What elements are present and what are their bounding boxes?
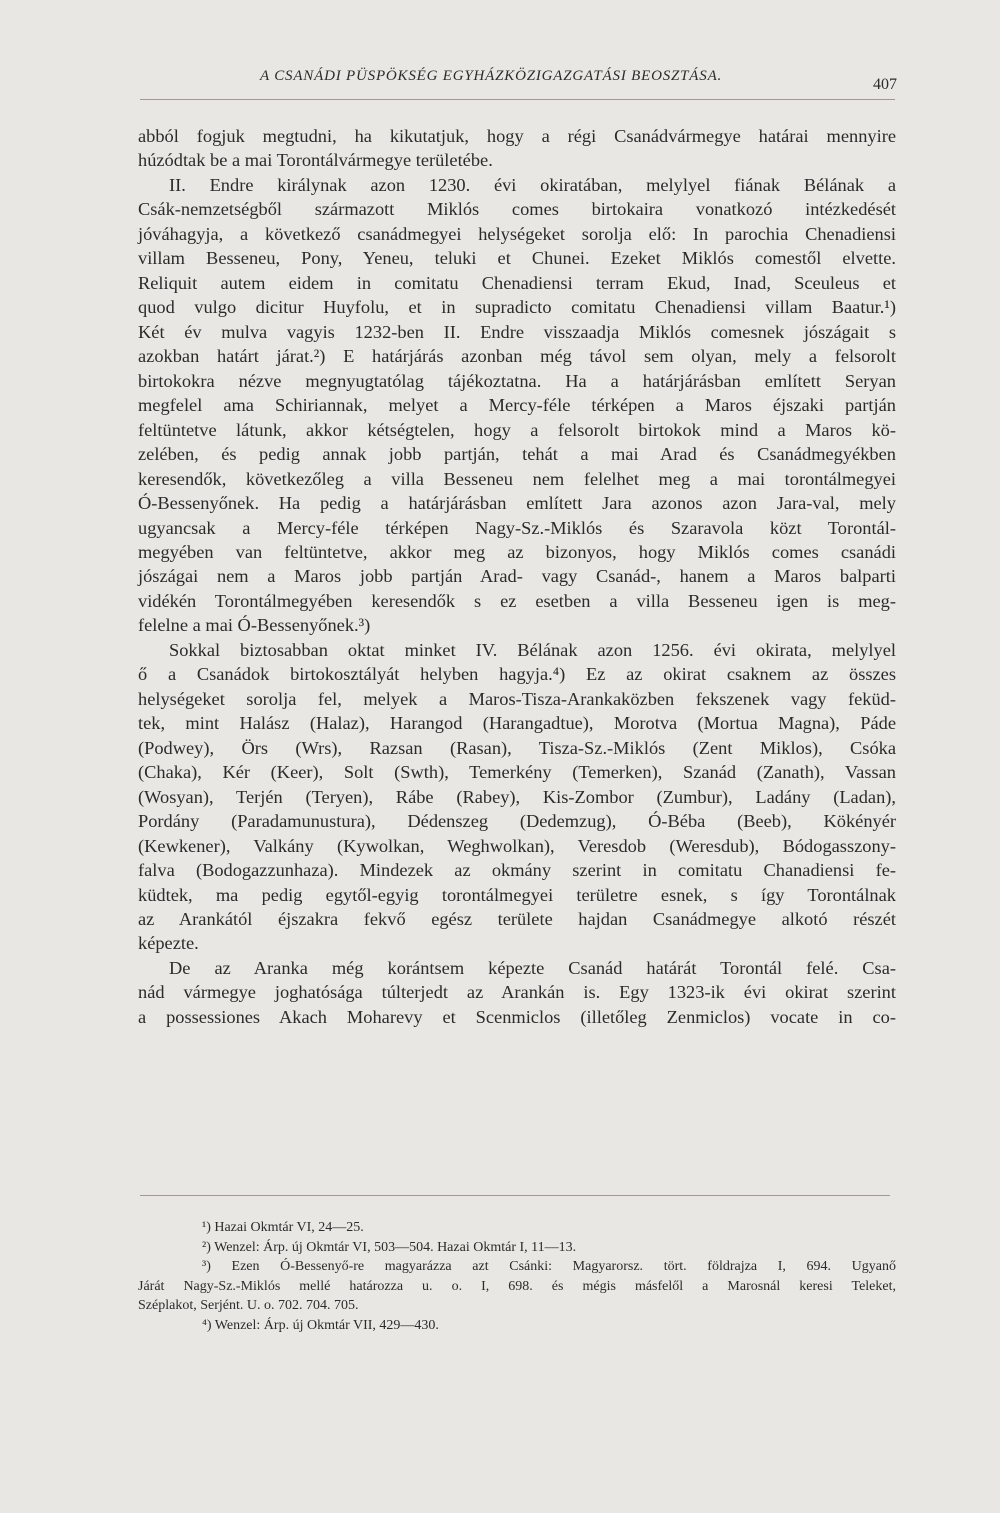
text-line: birtokokra nézve megnyugtatólag tájékoztatna. Ha a határjárásban említett Seryan (138, 370, 896, 391)
text-line: quod vulgo dicitur Huyfolu, et in supradicto comitatu Chenadiensi villam Baatur.¹) (138, 297, 896, 318)
footnote-line: ²) Wenzel: Árp. új Okmtár VI, 503—504. Hazai Okmtár I, 11—13. (202, 1239, 577, 1255)
text-line: nád vármegye joghatósága túlterjedt az Arankán is. Egy 1323-ik évi okirat szerint (138, 982, 896, 1003)
body-text (138, 124, 896, 1029)
text-line: zelében, és pedig annak jobb partján, tehát a mai Arad és Csanádmegyékben (138, 444, 896, 465)
text-line: II. Endre királynak azon 1230. évi okiratában, melylyel fiának Bélának a (169, 174, 896, 195)
text-line: (Kewkener), Valkány (Kywolkan, Weghwolkan), Veresdob (Weresdub), Bódogasszony- (138, 835, 896, 856)
text-line: megyében van feltüntetve, akkor meg az bizonyos, hogy Miklós comes csanádi (138, 541, 896, 562)
header-rule (140, 99, 895, 100)
text-line: keresendők, következőleg a villa Besseneu nem felelhet meg a mai torontálmegyei (138, 468, 896, 489)
text-line: az Arankától éjszakra fekvő egész területe hajdan Csanádmegye alkotó részét (138, 909, 896, 929)
text-line: ő a Csanádok birtokosztályát helyben hagyja.⁴) Ez az okirat csaknem az összes (138, 664, 896, 685)
text-line: villam Besseneu, Pony, Yeneu, teluki et Chunei. Ezeket Miklós comestől elvette. (138, 248, 896, 269)
footnote-line: Széplakot, Serjént. U. o. 702. 704. 705. (138, 1298, 359, 1313)
footnote-line: ⁴) Wenzel: Árp. új Okmtár VII, 429—430. (202, 1317, 439, 1333)
text-line: jószágai nem a Maros jobb partján Arad- vagy Csanád-, hanem a Maros balparti (138, 566, 896, 587)
text-line: vidékén Torontálmegyében keresendők s ez esetben a villa Besseneu igen is meg- (138, 590, 896, 611)
text-line: a possessiones Akach Moharevy et Scenmiclos (illetőleg Zenmiclos) vocate in co- (138, 1006, 896, 1027)
text-line: Két év mulva vagyis 1232-ben II. Endre visszaadja Miklós comesnek jószágait s (138, 321, 896, 342)
text-line: Csák-nemzetségből származott Miklós comes birtokaira vonatkozó intézkedését (138, 199, 896, 220)
footnote-line: Járát Nagy-Sz.-Miklós mellé határozza u. o. I, 698. és mégis másfelől a Marosnál keresi Teleket, (138, 1278, 896, 1294)
text-line: jóváhagyja, a következő csanádmegyei helységeket sorolja elő: In parochia Chenadiensi (138, 223, 896, 244)
text-line: abból fogjuk megtudni, ha kikutatjuk, hogy a régi Csanádvármegye határai mennyire (138, 126, 896, 146)
text-line: Reliquit autem eidem in comitatu Chenadiensi terram Ekud, Inad, Sceuleus et (138, 272, 896, 293)
text-line: De az Aranka még korántsem képezte Csanád határát Torontál felé. Csa- (169, 957, 896, 978)
text-line: tek, mint Halász (Halaz), Harangod (Harangadtue), Morotva (Mortua Magna), Páde (138, 713, 896, 734)
text-line: húzódtak be a mai Torontálvármegye területébe. (138, 150, 493, 171)
text-line: képezte. (138, 933, 199, 954)
footnote-line: ¹) Hazai Okmtár VI, 24—25. (202, 1220, 364, 1235)
text-line: (Chaka), Kér (Keer), Solt (Swth), Temerkény (Temerken), Szanád (Zanath), Vassan (138, 762, 896, 783)
page-number: 407 (873, 76, 897, 93)
text-line: azokban határt járat.²) E határjárás azonban még távol sem olyan, mely a felsorolt (138, 346, 896, 367)
text-line: feltüntetve látunk, akkor kétségtelen, hogy a felsorolt birtokok mind a Maros kö- (138, 419, 896, 440)
text-line: Sokkal biztosabban oktat minket IV. Bélának azon 1256. évi okirata, melylyel (169, 639, 896, 660)
text-line: (Wosyan), Terjén (Teryen), Rábe (Rabey), Kis-Zombor (Zumbur), Ladány (Ladan), (138, 786, 896, 807)
footnote-rule (140, 1195, 890, 1196)
text-line: Pordány (Paradamunustura), Dédenszeg (Dedemzug), Ó-Béba (Beeb), Kökényér (138, 811, 896, 832)
text-line: küdtek, ma pedig egytől-egyig torontálmegyei területre esnek, s így Torontálnak (138, 884, 896, 905)
footnotes (138, 1218, 896, 1335)
text-line: megfelel ama Schiriannak, melyet a Mercy-féle térképen a Maros éjszaki partján (138, 395, 896, 416)
text-line: helységeket sorolja fel, melyek a Maros-Tisza-Arankaközben fekszenek vagy feküd- (138, 688, 896, 709)
footnote-line: ³) Ezen Ó-Bessenyő-re magyarázza azt Csánki: Magyarorsz. tört. földrajza I, 694. Ugyanő (202, 1259, 896, 1274)
text-line: felelne a mai Ó-Bessenyőnek.³) (138, 615, 371, 636)
running-header: A CSANÁDI PÜSPÖKSÉG EGYHÁZKÖZIGAZGATÁSI BEOSZTÁSA. (260, 68, 723, 84)
text-line: Ó-Bessenyőnek. Ha pedig a határjárásban említett Jara azonos azon Jara-val, mely (138, 493, 896, 514)
text-line: falva (Bodogazzunhaza). Mindezek az okmány szerint in comitatu Chanadiensi fe- (138, 860, 896, 881)
text-line: ugyancsak a Mercy-féle térképen Nagy-Sz.-Miklós és Szaravola közt Torontál- (138, 517, 896, 538)
text-line: (Podwey), Örs (Wrs), Razsan (Rasan), Tisza-Sz.-Miklós (Zent Miklos), Csóka (138, 737, 896, 758)
